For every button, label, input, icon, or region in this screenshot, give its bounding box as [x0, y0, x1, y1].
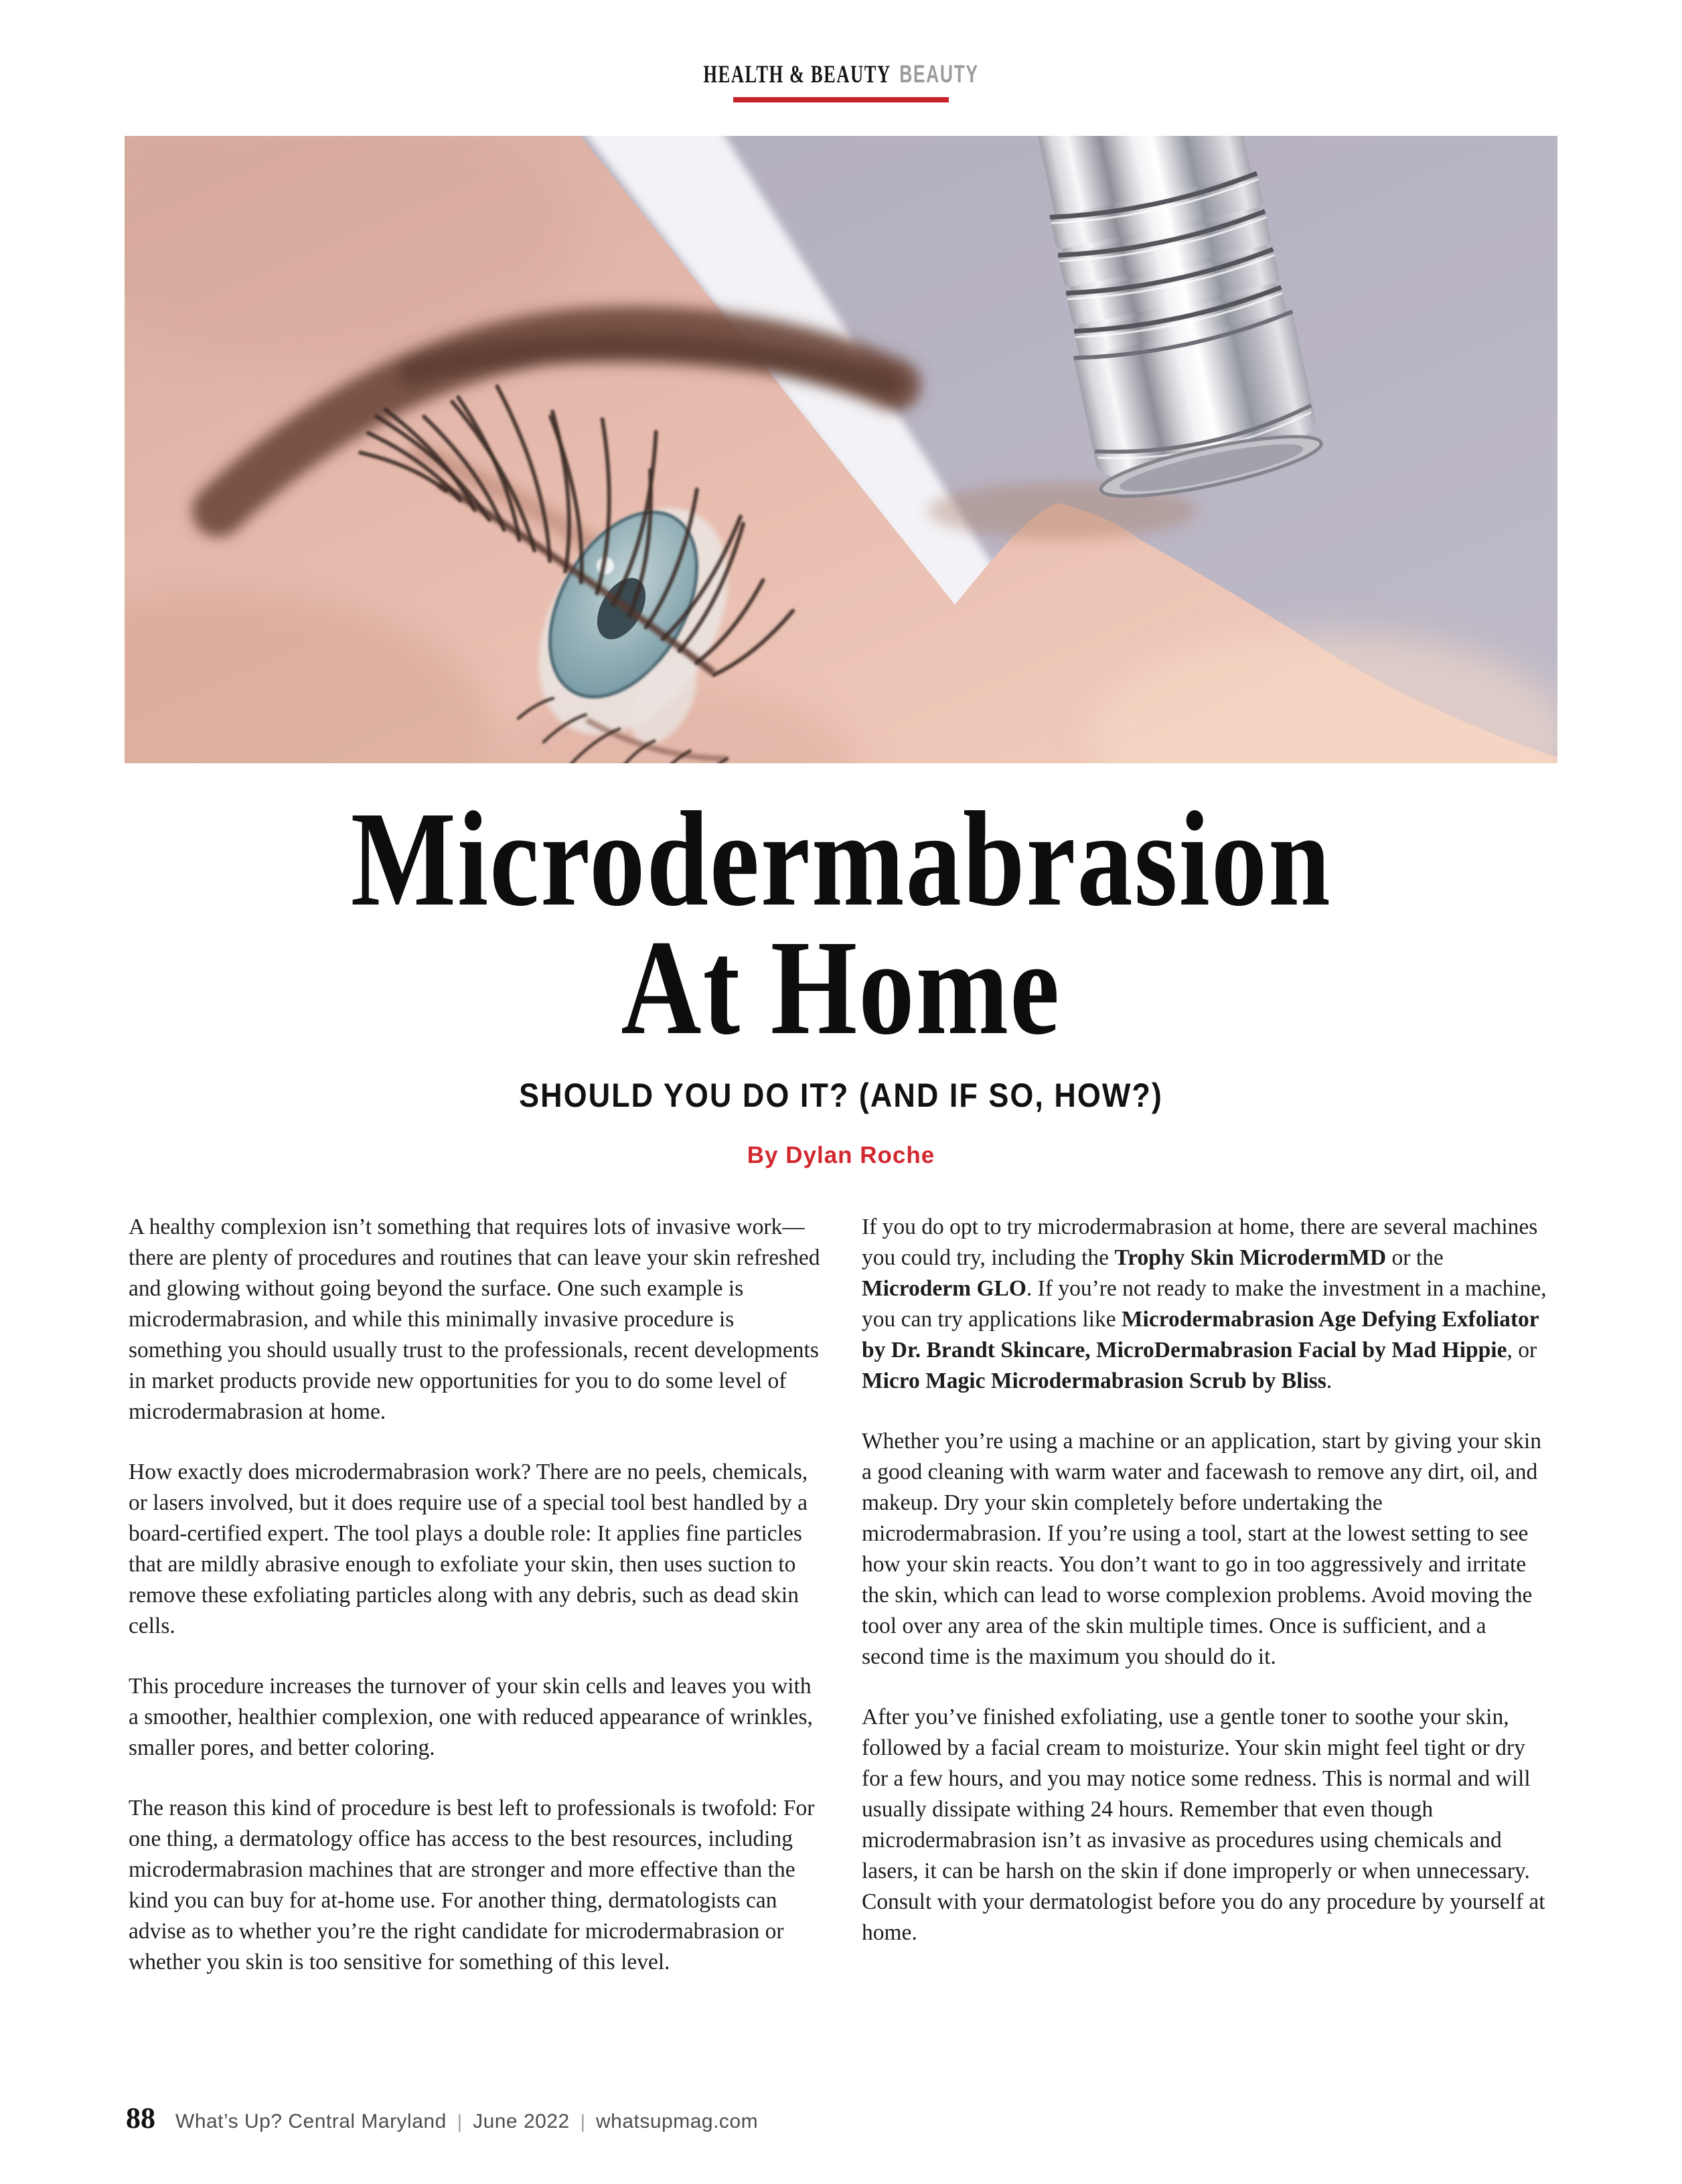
- subsection-label: BEAUTY: [899, 60, 979, 88]
- body-paragraph: If you do opt to try microdermabrasion at home, there are several machines you could try, including the Trophy Skin MicrodermMD or the Microderm GLO. If you’re not ready to make the investment in a machine, you can try applications like Microdermabrasion Age Defying Exfoliator by Dr. Brandt Skincare, MicroDermabrasion Facial by Mad Hippie, or Micro Magic Microdermabrasion Scrub by Bliss.: [862, 1215, 1547, 1393]
- column-left: [129, 1212, 820, 2007]
- page-number: 88: [126, 2102, 155, 2134]
- footer-separator: |: [580, 2111, 585, 2132]
- section-header: [185, 60, 1497, 88]
- section-label: HEALTH & BEAUTY: [703, 61, 891, 88]
- footer-magazine: What’s Up? Central Maryland: [175, 2110, 447, 2132]
- body-paragraph: After you’ve finished exfoliating, use a gentle toner to soothe your skin, followed by a facial cream to moisturize. Your skin might feel tight or dry for a few hours, and you may notice some redness. This is normal and will usually dissipate withing 24 hours. Remember that even though microdermabrasion isn’t as invasive as procedures using chemicals and lasers, it can be harsh on the skin if done improperly or when unnecessary. Consult with your dermatologist before you do any procedure by yourself at home.: [862, 1705, 1545, 1945]
- article-body: [129, 1212, 1553, 2007]
- footer-separator: |: [457, 2111, 463, 2132]
- body-paragraph: How exactly does microdermabrasion work? There are no peels, chemicals, or lasers involved, but it does require use of a special tool best handled by a board-certified expert. The tool plays a double role: It applies fine particles that are mildly abrasive enough to exfoliate your skin, then uses suction to remove these exfoliating particles along with any debris, such as dead skin cells.: [129, 1460, 808, 1638]
- page-footer: [126, 2101, 758, 2135]
- byline: By Dylan Roche: [747, 1142, 935, 1168]
- body-paragraph: This procedure increases the turnover of your skin cells and leaves you with a smoother, healthier complexion, one with reduced appearance of wrinkles, smaller pores, and better coloring.: [129, 1674, 813, 1760]
- footer-issue: June 2022: [473, 2110, 570, 2132]
- footer-website: whatsupmag.com: [595, 2110, 759, 2132]
- hero-photo: [125, 136, 1557, 763]
- column-right: [862, 1212, 1553, 2007]
- body-paragraph: The reason this kind of procedure is best left to professionals is twofold: For one thing, a dermatology office has access to the best resources, including microdermabrasion machines that are stronger and more effective than the kind you can buy for at-home use. For another thing, dermatologists can advise as to whether you’re the right candidate for microdermabrasion or whether you skin is too sensitive for something of this level.: [129, 1796, 815, 1974]
- accent-rule: [733, 97, 949, 102]
- article-subtitle: SHOULD YOU DO IT? (AND IF SO, HOW?): [519, 1075, 1163, 1114]
- title-line-2: At Home: [621, 911, 1061, 1063]
- body-paragraph: A healthy complexion isn’t something that requires lots of invasive work—there are plenty of procedures and routines that can leave your skin refreshed and glowing without going beyond the surface. One such example is microdermabrasion, and while this minimally invasive procedure is something you should usually trust to the professionals, recent developments in market products provide new opportunities for you to do some level of microdermabrasion at home.: [129, 1215, 820, 1424]
- article-title: [0, 783, 1682, 1063]
- body-paragraph: Whether you’re using a machine or an application, start by giving your skin a good cleaning with warm water and facewash to remove any dirt, oil, and makeup. Dry your skin completely before undertaking the microdermabrasion. If you’re using a tool, start at the lowest setting to see how your skin reacts. You don’t want to go in too aggressively and irritate the skin, which can lead to worse complexion problems. Avoid moving the tool over any area of the skin multiple times. Once is sufficient, and a second time is the maximum you should do it.: [862, 1429, 1541, 1669]
- title-line-1: Microdermabrasion: [350, 783, 1332, 935]
